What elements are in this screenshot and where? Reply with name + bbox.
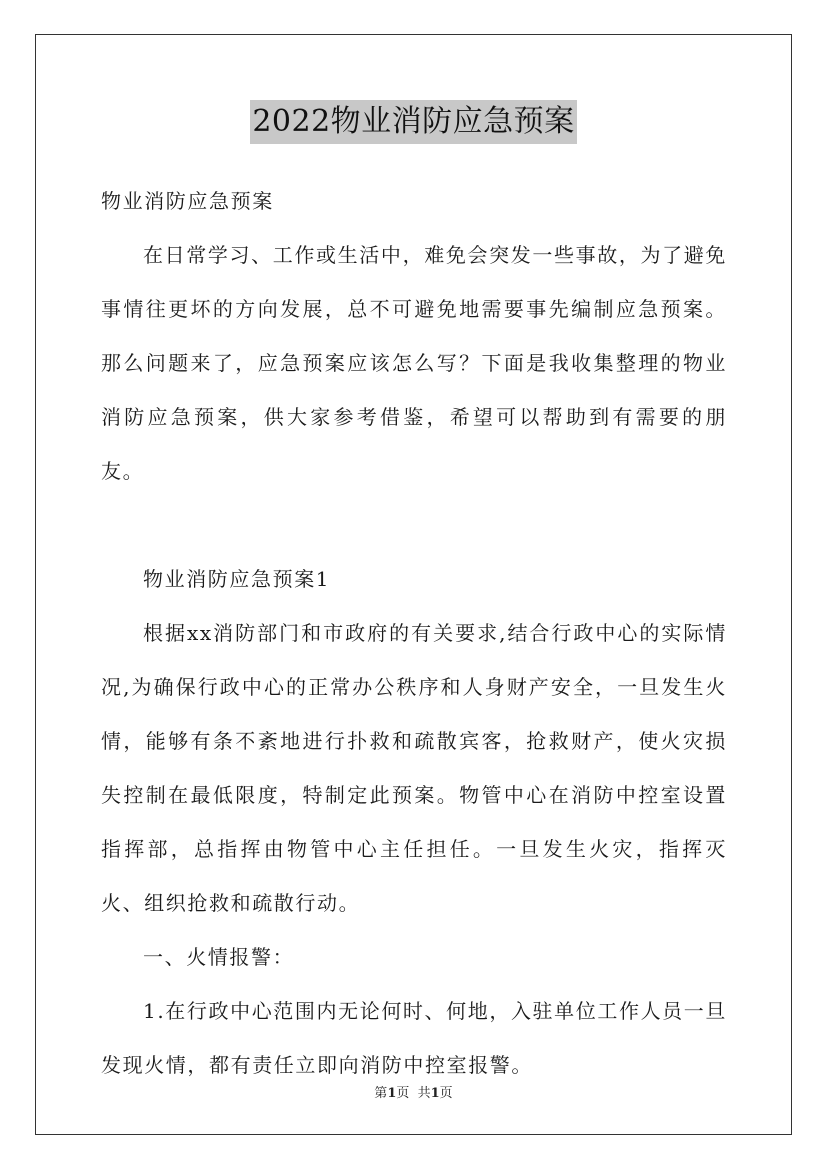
intro-paragraph: 在日常学习、工作或生活中，难免会突发一些事故，为了避免事情往更坏的方向发展，总不可避免地需要事先编制应急预案。那么问题来了，应急预案应该怎么写？下面是我收集整理的物业消防应急预案，供大家参考借鉴，希望可以帮助到有需要的朋友。 (101, 243, 727, 483)
document-subtitle: 物业消防应急预案 (101, 189, 274, 213)
footer-suffix: 页 (439, 1086, 453, 1101)
document-title: 2022物业消防应急预案 (250, 100, 576, 144)
subsection-heading: 一、火情报警： (143, 945, 295, 969)
title-container (0, 100, 827, 144)
page-footer (0, 1082, 827, 1101)
document-body (101, 174, 727, 1092)
list-item: 1.在行政中心范围内无论何时、何地，入驻单位工作人员一旦发现火情，都有责任立即向消防中控室报警。 (101, 999, 727, 1077)
body-paragraph: 根据xx消防部门和市政府的有关要求,结合行政中心的实际情况,为确保行政中心的正常办公秩序和人身财产安全，一旦发生火情，能够有条不紊地进行扑救和疏散宾客，抢救财产，使火灾损失控制在最低限度，特制定此预案。物管中心在消防中控室设置指挥部，总指挥由物管中心主任担任。一旦发生火灾，指挥灭火、组织抢救和疏散行动。 (101, 621, 727, 915)
section-heading: 物业消防应急预案1 (143, 567, 331, 591)
footer-page-total: 1 (430, 1086, 440, 1101)
footer-prefix: 第 (374, 1086, 388, 1101)
footer-middle: 页 共 (396, 1086, 431, 1101)
footer-page-number: 1 (387, 1086, 397, 1101)
blank-line (101, 498, 727, 552)
